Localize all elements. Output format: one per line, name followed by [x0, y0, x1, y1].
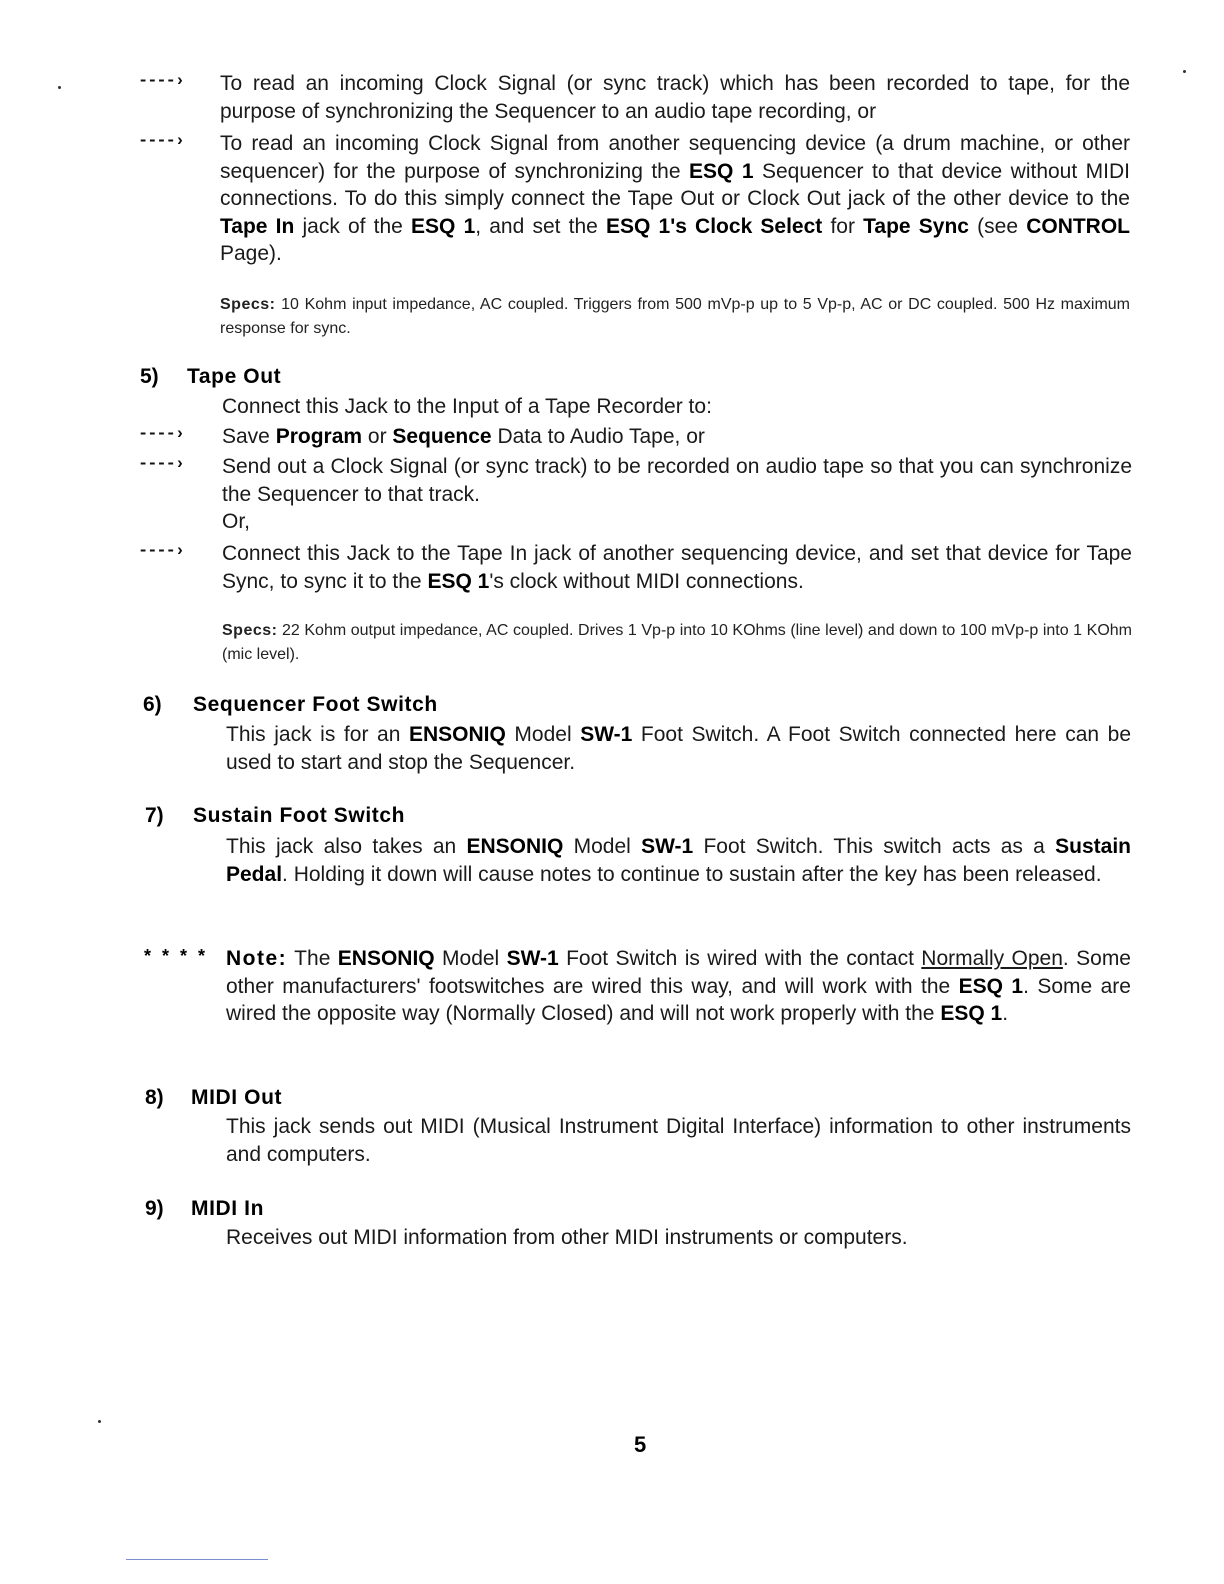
- sequencer-foot-switch-body: This jack is for an ENSONIQ Model SW-1 Foot Switch. A Foot Switch connected here can be used to start and stop the Sequencer.: [226, 723, 1131, 774]
- bullet-arrow: ----›: [138, 455, 185, 474]
- bullet-arrow: ----›: [138, 542, 185, 561]
- tape-out-intro: Connect this Jack to the Input of a Tape Recorder to:: [222, 395, 712, 418]
- section-title-tape-out: Tape Out: [187, 365, 282, 388]
- section-number: 9): [145, 1197, 164, 1220]
- section-number: 6): [143, 693, 162, 716]
- note-stars: * * * *: [144, 946, 209, 966]
- bullet-arrow: ----›: [138, 132, 185, 151]
- tape-out-specs: Specs: 22 Kohm output impedance, AC coupled. Drives 1 Vp-p into 10 KOhms (line level) and down to 100 mVp-p into 1 KOhm (mic level).: [222, 622, 1132, 663]
- midi-out-body: This jack sends out MIDI (Musical Instrument Digital Interface) information to other instruments and computers.: [226, 1115, 1131, 1166]
- section-title-midi-in: MIDI In: [191, 1197, 265, 1220]
- tape-in-specs: Specs: 10 Kohm input impedance, AC coupled. Triggers from 500 mVp-p up to 5 Vp-p, AC or DC coupled. 500 Hz maximum response for sync.: [220, 296, 1130, 337]
- tape-out-item-2: Send out a Clock Signal (or sync track) to be recorded on audio tape so that you can synchronize the Sequencer to that track.: [222, 455, 1132, 506]
- scan-artifact-line: [126, 1559, 268, 1560]
- tape-in-item-2: To read an incoming Clock Signal from another sequencing device (a drum machine, or other sequencer) for the purpose of synchronizing the ESQ 1 Sequencer to that device without MIDI connections. To do this simply connect the Tape Out or Clock Out jack of the other device to the Tape In jack of the ESQ 1, and set the ESQ 1's Clock Select for Tape Sync (see CONTROL Page).: [220, 132, 1131, 265]
- section-title-sequencer-foot-switch: Sequencer Foot Switch: [193, 693, 438, 716]
- tape-in-item-1: To read an incoming Clock Signal (or sync track) which has been recorded to tape, for the purpose of synchronizing the Sequencer to an audio tape recording, or: [220, 72, 1130, 123]
- section-number: 7): [145, 804, 164, 827]
- page-number: 5: [634, 1432, 647, 1457]
- scan-speck: [58, 86, 61, 89]
- section-title-midi-out: MIDI Out: [191, 1086, 283, 1109]
- section-title-sustain-foot-switch: Sustain Foot Switch: [193, 804, 406, 827]
- scan-speck: [98, 1420, 101, 1423]
- tape-out-or: Or,: [222, 510, 251, 533]
- scan-speck: [1183, 70, 1186, 73]
- section-number: 5): [140, 365, 159, 388]
- note-body: Note: The ENSONIQ Model SW-1 Foot Switch is wired with the contact Normally Open. Some other manufacturers' footswitches are wired this way, and will work with the ESQ 1. Some are wired the opposite way (Normally Closed) and will not work properly with the ESQ 1.: [226, 947, 1131, 1025]
- bullet-arrow: ----›: [138, 72, 185, 91]
- tape-out-item-1: Save Program or Sequence Data to Audio Tape, or: [222, 425, 705, 448]
- section-number: 8): [145, 1086, 164, 1109]
- tape-out-item-3: Connect this Jack to the Tape In jack of another sequencing device, and set that device for Tape Sync, to sync it to the ESQ 1's clock without MIDI connections.: [222, 542, 1132, 593]
- midi-in-body: Receives out MIDI information from other MIDI instruments or computers.: [226, 1226, 908, 1249]
- sustain-foot-switch-body: This jack also takes an ENSONIQ Model SW-1 Foot Switch. This switch acts as a Sustain Pedal. Holding it down will cause notes to continue to sustain after the key has been released.: [226, 835, 1131, 886]
- bullet-arrow: ----›: [138, 425, 185, 444]
